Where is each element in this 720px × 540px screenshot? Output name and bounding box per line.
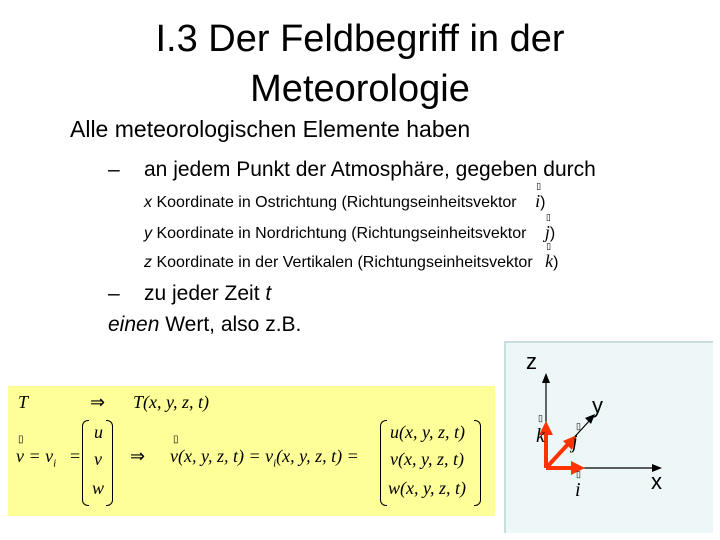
equals-sign: =	[70, 446, 81, 466]
col-w: w	[92, 478, 105, 498]
sub-bullet-1	[108, 158, 596, 182]
title-line-2: Meteorologie	[250, 68, 470, 110]
hat-icon: ▯	[545, 213, 551, 223]
v-func-sub: i	[273, 457, 277, 470]
formula-T-func: T(x, y, z, t)	[133, 392, 209, 412]
bullet-main: Alle meteorologischen Elemente haben	[70, 116, 471, 142]
unit-j-arrow	[546, 442, 570, 468]
coord-var-z: z	[144, 254, 152, 271]
hat-icon: ▯	[546, 242, 552, 252]
label-j: j	[572, 431, 578, 453]
hat-icon: ▯	[538, 413, 543, 423]
v-func-text: v(x, y, z, t) = v	[170, 446, 274, 466]
coord-text-z: Koordinate in der Vertikalen (Richtungseinheitsvektor	[152, 254, 533, 271]
z-axis-label: z	[526, 349, 537, 374]
unit-vector-k	[545, 242, 554, 271]
slide-title	[0, 14, 720, 114]
title-line-1: I.3 Der Feldbegriff in der	[155, 18, 565, 60]
dash-1: –	[108, 158, 120, 181]
label-i: i	[575, 479, 581, 501]
left-paren-2	[380, 420, 387, 506]
unit-vector-j	[544, 213, 551, 242]
formula-v-lhs	[16, 446, 56, 470]
v-lhs-sub: i	[53, 457, 57, 470]
col2-w: w(x, y, z, t)	[388, 478, 466, 498]
close-paren: )	[549, 225, 556, 242]
sub-bullet-2-text: zu jeder Zeit	[144, 282, 266, 305]
left-paren	[82, 420, 89, 506]
close-paren: )	[540, 194, 546, 211]
v-lhs-text: v = v	[16, 446, 54, 466]
label-k: k	[536, 425, 545, 447]
coord-var-y: y	[144, 225, 152, 242]
y-axis-label: y	[592, 393, 603, 418]
sub-bullet-1-text: an jedem Punkt der Atmosphäre, gegeben durch	[144, 158, 596, 181]
z-axis-arrowhead	[542, 373, 550, 383]
unit-j-letter: j	[544, 222, 550, 242]
coord-text-x: Koordinate in Ostrichtung (Richtungseinheitsvektor	[152, 194, 517, 211]
col2-v: v(x, y, z, t)	[390, 449, 464, 469]
v-func-rest: (x, y, z, t) =	[276, 446, 359, 466]
unit-k-letter: k	[545, 251, 554, 271]
implies-arrow-2: ⇒	[130, 446, 146, 466]
hat-icon: ▯	[536, 182, 542, 192]
col-v: v	[94, 449, 102, 469]
dash-2: –	[108, 282, 120, 305]
hat-icon: ▯	[576, 421, 581, 431]
formula-T: T	[18, 392, 29, 412]
right-paren	[106, 420, 113, 506]
wert-text: Wert, also z.B.	[159, 313, 302, 336]
col-u: u	[94, 422, 103, 442]
formula-v-func	[170, 446, 359, 470]
sub-bullet-2	[108, 282, 271, 306]
formula-box	[8, 386, 495, 516]
coord-line-x	[144, 182, 546, 212]
hat-icon: ▯	[576, 469, 581, 479]
implies-arrow-1: ⇒	[90, 392, 106, 412]
hat-icon: ▯	[173, 434, 179, 445]
coord-text-y: Koordinate in Nordrichtung (Richtungseinheitsvektor	[152, 225, 527, 242]
wert-line	[108, 313, 301, 337]
coord-var-x: x	[144, 194, 152, 211]
unit-i-letter: i	[535, 191, 541, 211]
sub-bullet-2-var: t	[265, 282, 272, 305]
coordinate-system-box	[504, 341, 713, 533]
close-paren: )	[553, 254, 559, 271]
coord-line-y	[144, 213, 556, 243]
x-axis-label: x	[651, 469, 662, 494]
right-paren-2	[474, 420, 481, 506]
wert-italic: einen	[108, 313, 160, 336]
col2-u: u(x, y, z, t)	[390, 422, 465, 442]
coord-line-z	[144, 242, 559, 272]
hat-icon: ▯	[18, 434, 24, 445]
unit-vector-i	[535, 182, 542, 211]
